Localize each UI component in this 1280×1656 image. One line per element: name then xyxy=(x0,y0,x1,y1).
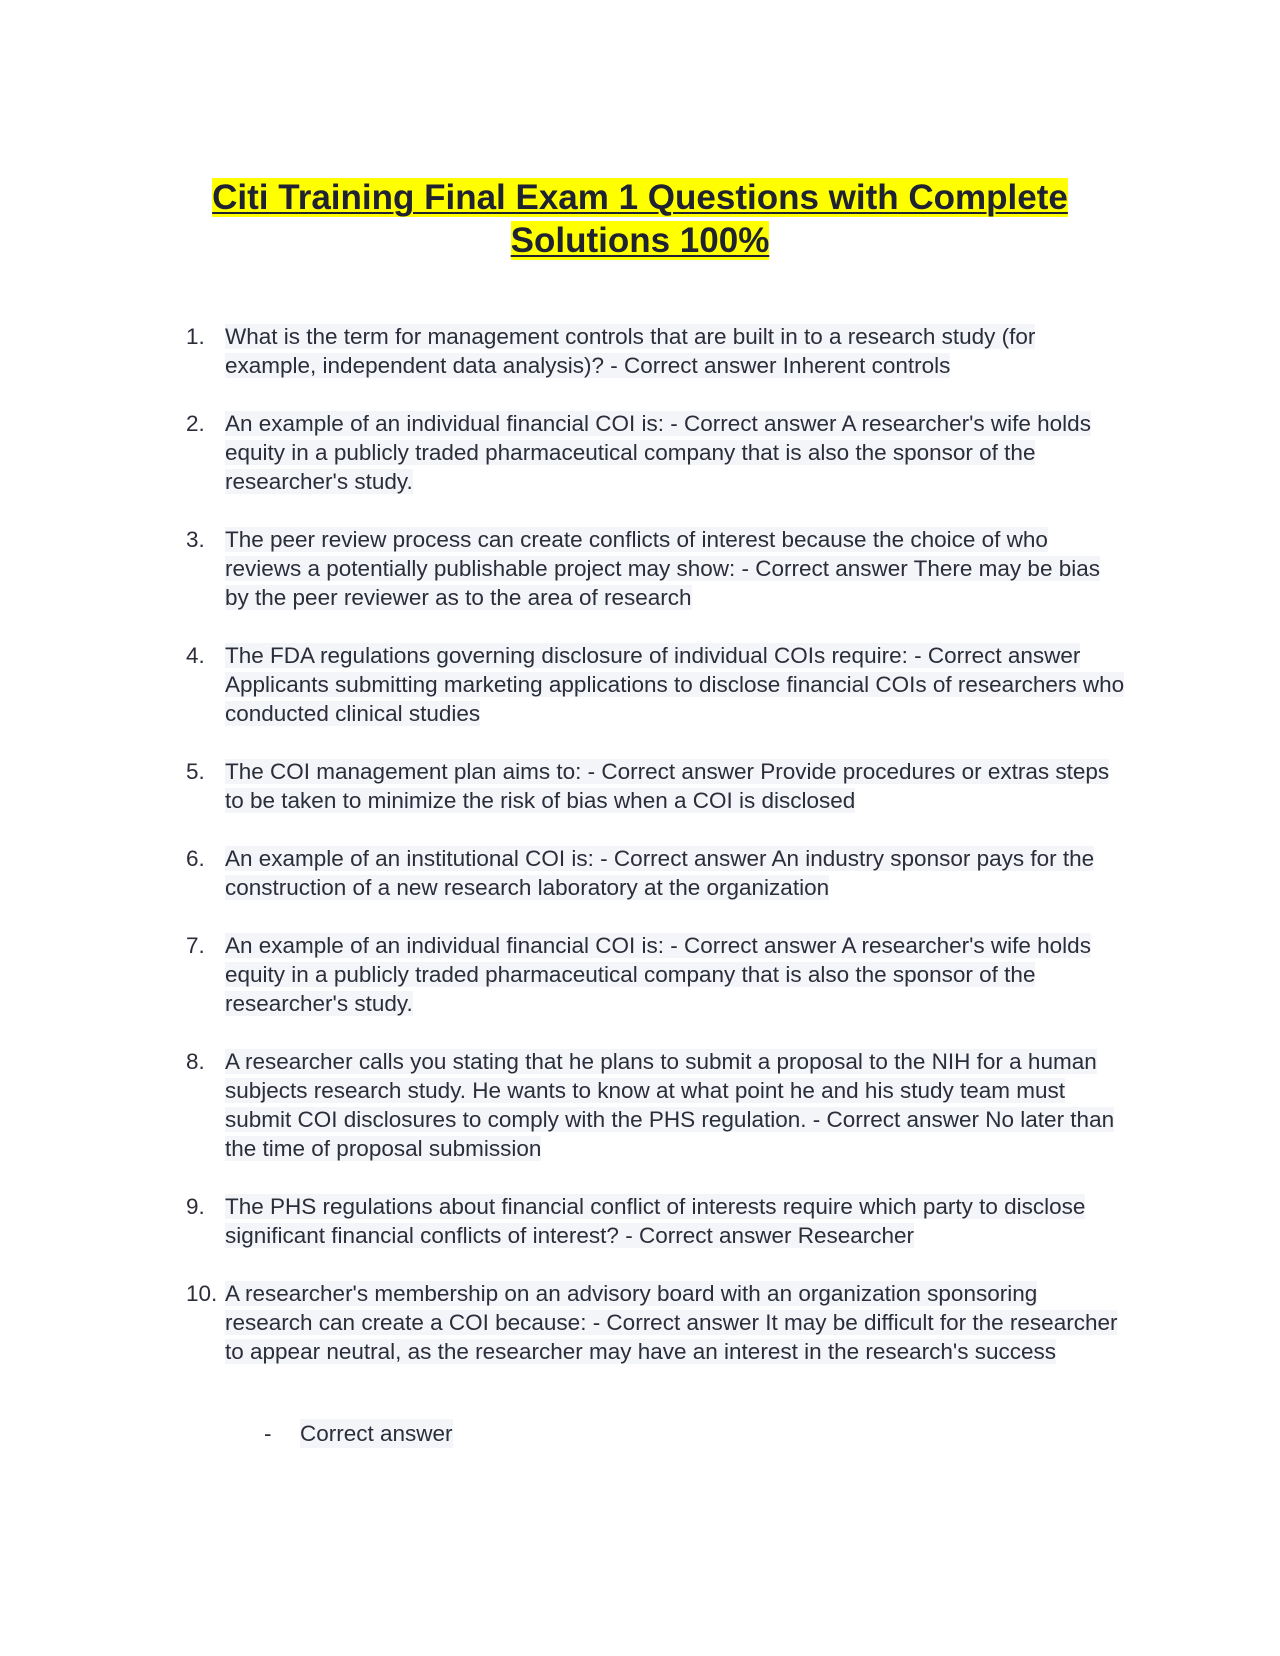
question-item-5 xyxy=(186,757,1126,815)
question-number: 3. xyxy=(186,527,205,552)
question-number: 8. xyxy=(186,1049,205,1074)
question-item-1 xyxy=(186,322,1126,380)
question-text: An example of an individual financial COI is: - Correct answer A researcher's wife holds equity in a publicly traded pharmaceutical company that is also the sponsor of the researcher's study. xyxy=(225,411,1091,494)
question-item-9 xyxy=(186,1192,1126,1250)
question-number: 2. xyxy=(186,411,205,436)
question-item-6 xyxy=(186,844,1126,902)
bullet-dash: - xyxy=(264,1421,272,1446)
question-text: The COI management plan aims to: - Correct answer Provide procedures or extras steps to be taken to minimize the risk of bias when a COI is disclosed xyxy=(225,759,1110,813)
question-item-7 xyxy=(186,931,1126,1018)
question-text: An example of an institutional COI is: - Correct answer An industry sponsor pays for the construction of a new research laboratory at the organization xyxy=(225,846,1095,900)
question-number: 9. xyxy=(186,1194,205,1219)
question-text: What is the term for management controls that are built in to a research study (for example, independent data analysis)? - Correct answer Inherent controls xyxy=(225,324,1036,378)
question-number: 6. xyxy=(186,846,205,871)
question-list xyxy=(186,322,1126,1395)
question-text: An example of an individual financial COI is: - Correct answer A researcher's wife holds equity in a publicly traded pharmaceutical company that is also the sponsor of the researcher's study. xyxy=(225,933,1091,1016)
question-number: 7. xyxy=(186,933,205,958)
question-text: The PHS regulations about financial conflict of interests require which party to disclose significant financial conflicts of interest? - Correct answer Researcher xyxy=(225,1194,1086,1248)
question-item-10 xyxy=(186,1279,1126,1366)
document-title-text: Citi Training Final Exam 1 Questions with Complete Solutions 100% xyxy=(212,178,1068,260)
question-number: 4. xyxy=(186,643,205,668)
question-number: 10. xyxy=(186,1281,218,1306)
question-item-8 xyxy=(186,1047,1126,1163)
question-number: 1. xyxy=(186,324,205,349)
question-text: The FDA regulations governing disclosure of individual COIs require: - Correct answer Applicants submitting marketing applications to disclose financial COIs of researchers who conducted clinical studies xyxy=(225,643,1125,726)
question-item-4 xyxy=(186,641,1126,728)
document-title xyxy=(140,176,1140,262)
question-text: The peer review process can create conflicts of interest because the choice of who reviews a potentially publishable project may show: - Correct answer There may be bias by the peer reviewer as to the area of research xyxy=(225,527,1100,610)
trailing-answer-text: Correct answer xyxy=(300,1421,453,1446)
question-item-3 xyxy=(186,525,1126,612)
question-item-2 xyxy=(186,409,1126,496)
question-text: A researcher calls you stating that he plans to submit a proposal to the NIH for a human subjects research study. He wants to know at what point he and his study team must submit COI disclosures to comply with the PHS regulation. - Correct answer No later than the time of proposal submission xyxy=(225,1049,1115,1161)
question-number: 5. xyxy=(186,759,205,784)
question-text: A researcher's membership on an advisory board with an organization sponsoring research can create a COI because: - Correct answer It may be difficult for the researcher to appear neutral, as the researcher may have an interest in the research's success xyxy=(225,1281,1118,1364)
